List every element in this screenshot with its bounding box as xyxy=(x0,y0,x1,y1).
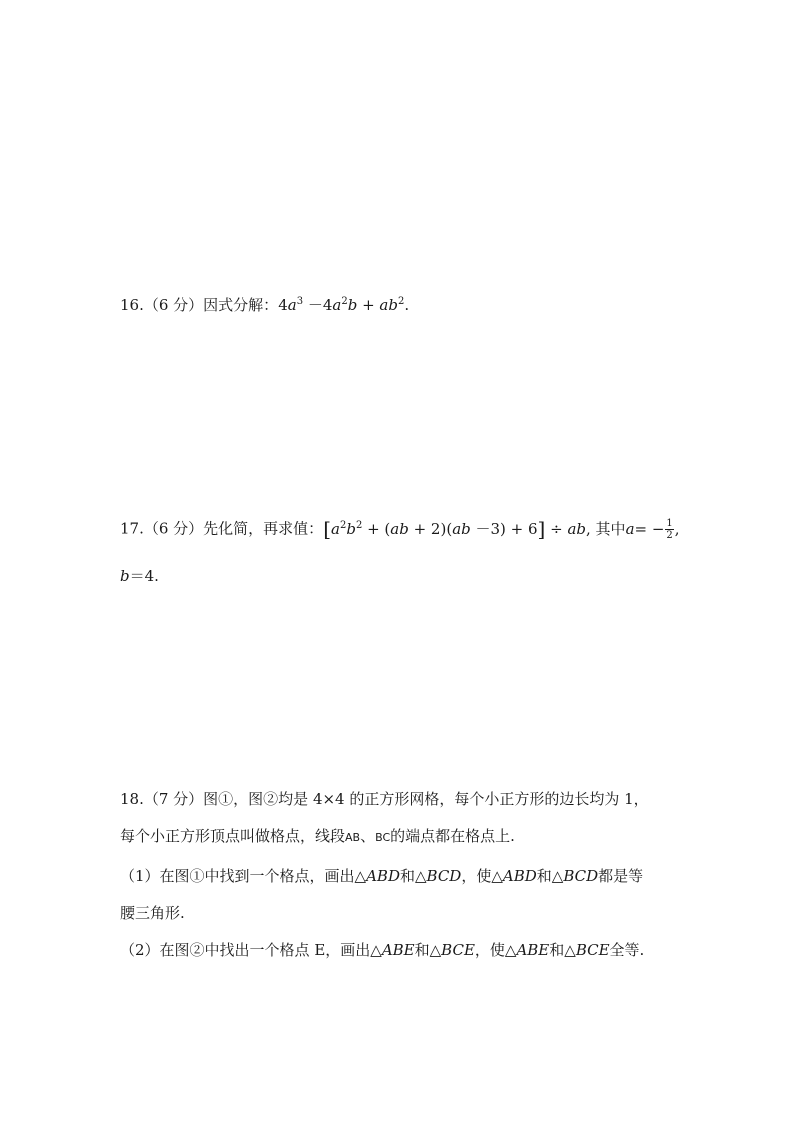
question-prompt: 因式分解： xyxy=(203,296,279,314)
question-18-part-2: （2）在图②中找出一个格点 E，画出△ABE和△BCE，使△ABE和△BCE全等. xyxy=(120,941,645,959)
question-18-line-2: 每个小正方形顶点叫做格点，线段AB、BC的端点都在格点上. xyxy=(120,827,515,845)
question-number: 18. xyxy=(120,790,144,808)
question-number: 16. xyxy=(120,296,144,314)
segment-bc: BC xyxy=(375,831,391,844)
question-text-line-1: 图①，图②均是 4×4 的正方形网格，每个小正方形的边长均为 1， xyxy=(203,790,649,808)
math-expression: $4a^3 -4a^2b + ab^2$. xyxy=(278,296,410,314)
value-text: ＝4. xyxy=(129,567,159,585)
segment-ab: AB xyxy=(345,831,361,844)
question-number: 17. xyxy=(120,519,144,538)
question-16 xyxy=(120,295,409,315)
question-17 xyxy=(120,518,680,541)
question-score: （7 分） xyxy=(143,790,204,808)
question-17-line-2 xyxy=(120,566,159,586)
question-18 xyxy=(120,789,649,809)
question-18-part-1-line-2: 腰三角形. xyxy=(120,904,185,922)
question-prompt: 先化简，再求值： xyxy=(203,519,324,538)
question-score: （6 分） xyxy=(143,296,204,314)
math-expression: $[a^2b^2 + (ab + 2)(ab -3) + 6]$ ÷ ab, 其中a= − $\frac{1}{2}$ , xyxy=(323,516,680,541)
variable-b: b xyxy=(120,567,130,585)
fraction: $\frac{1}{2}$ xyxy=(666,518,673,541)
question-score: （6 分） xyxy=(143,519,204,538)
question-18-part-1: （1）在图①中找到一个格点，画出△ABD和△BCD，使△ABD和△BCD都是等 xyxy=(120,867,644,885)
